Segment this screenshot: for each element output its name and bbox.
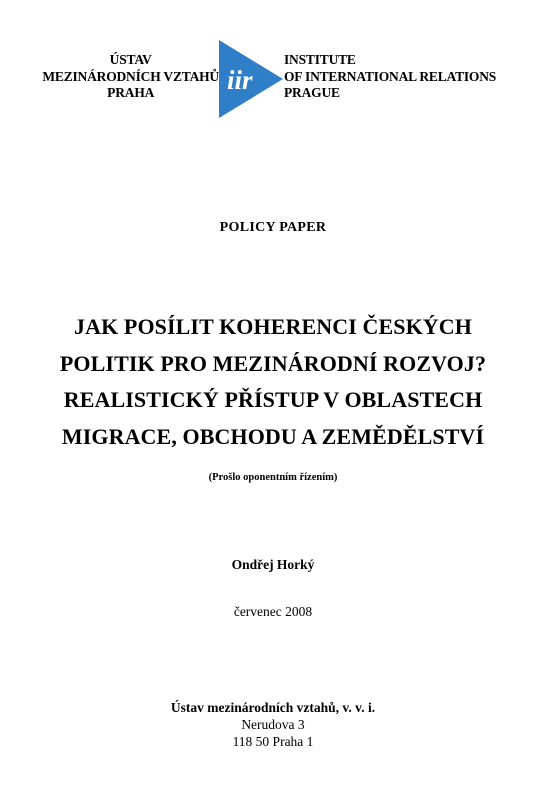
header-right-line-3: PRAGUE [284,85,340,100]
header-right-line-1: INSTITUTE [284,52,356,67]
header-left-line-1: ÚSTAV [109,52,152,67]
publisher-name: Ústav mezinárodních vztahů, v. v. i. [170,700,376,715]
publisher-street: Nerudova 3 [241,717,305,732]
publisher-city: 118 50 Praha 1 [232,734,314,749]
title-line-3: REALISTICKÝ PŘÍSTUP V OBLASTECH [63,387,483,412]
title-line-1: JAK POSÍLIT KOHERENCI ČESKÝCH [74,314,472,339]
title-line-2: POLITIK PRO MEZINÁRODNÍ ROZVOJ? [59,350,487,376]
header-left-line-3: PRAHA [107,85,155,100]
publisher-address [0,699,546,750]
publication-date: červenec 2008 [233,604,313,619]
iir-logo [219,40,283,118]
document-type: POLICY PAPER [219,220,327,235]
document-title [0,309,546,455]
logo-text: iir [227,65,253,95]
review-note: (Prošlo oponentním řízením) [208,472,338,483]
header [0,38,546,118]
header-right-line-2: OF INTERNATIONAL RELATIONS [284,68,497,84]
institute-name-english [284,52,496,102]
header-left-line-2: MEZINÁRODNÍCH VZTAHŮ [42,68,219,84]
title-line-4: MIGRACE, OBCHODU A ZEMĚDĚLSTVÍ [61,423,485,449]
author: Ondřej Horký [231,557,315,572]
institute-name-czech [42,52,219,102]
